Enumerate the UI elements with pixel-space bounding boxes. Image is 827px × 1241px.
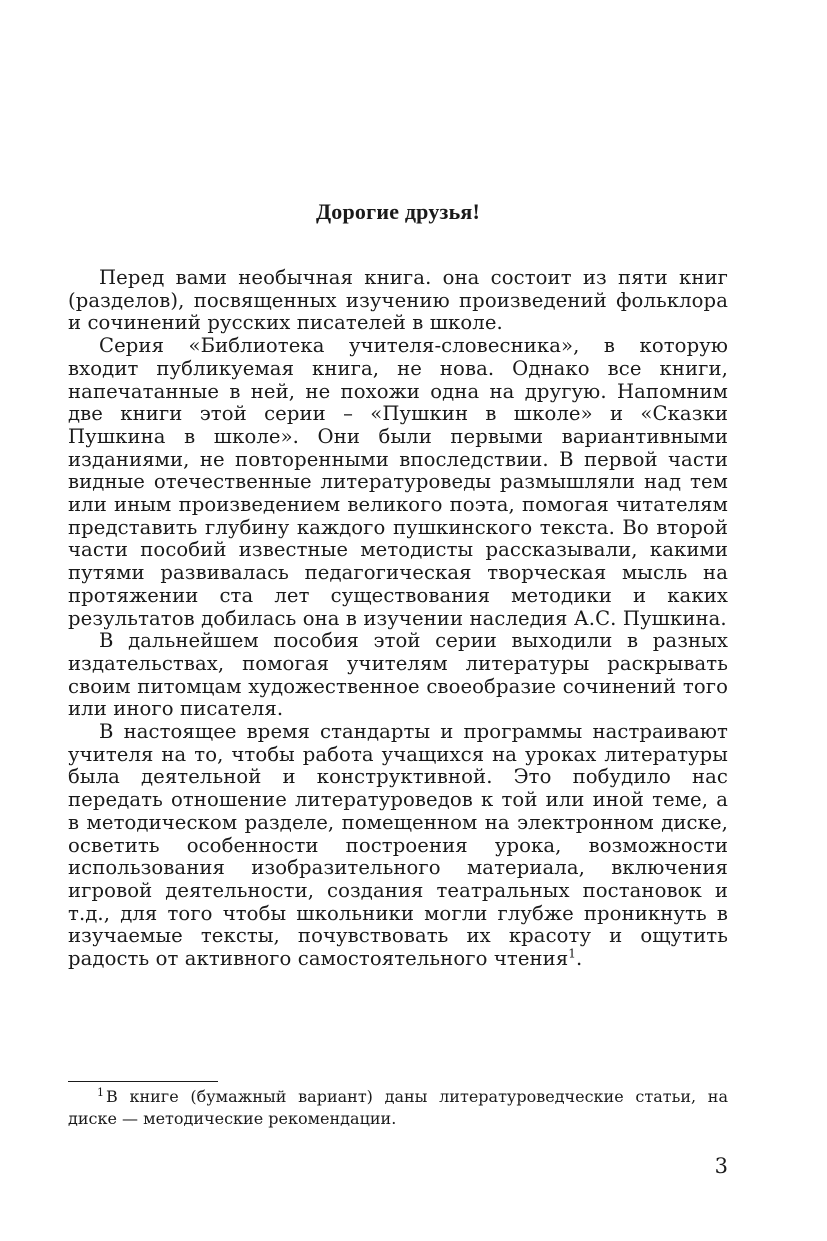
footnote-divider	[68, 1081, 218, 1082]
paragraph-4-text: В настоящее время стандарты и программы настраивают учителя на то, чтобы работа учащихся на уроках литературы была деятельной и конструктивной. Это побудило нас передать отношение литературоведов к той или иной теме, а в методическом разделе, помещенном на электронном диске, осветить особенности построения урока, возможности использования изобразительного материала, включения игровой деятельности, создания театральных постановок и т.д., для того чтобы школьники могли глубже проникнуть в изучаемые тексты, почувствовать их красоту и ощутить радость от активного самостоятельного чтения	[68, 720, 728, 971]
paragraph-4-end: .	[576, 947, 583, 971]
paragraph-1: Перед вами необычная книга. она состоит из пяти книг (разделов), посвященных изучению произведений фольклора и сочинений русских писателей в школе.	[68, 266, 728, 335]
paragraph-3: В дальнейшем пособия этой серии выходили в разных издательствах, помогая учителям литературы раскрывать своим питомцам художественное своеобразие сочинений того или иного писателя.	[68, 629, 728, 721]
paragraph-2: Серия «Библиотека учителя-словесника», в которую входит публикуемая книга, не нова. Однако все книги, напечатанные в ней, не похожи одна на другую. Напомним две книги этой серии – «Пушкин в школе» и «Сказки Пушкина в школе». Они были первыми вариантивными изданиями, не повторенными впоследствии. В первой части видные отечественные литературоведы размышляли над тем или иным произведением великого поэта, помогая читателям представить глубину каждого пушкинского текста. Во второй части пособий известные методисты рассказывали, какими путями развивалась педагогическая творческая мысль на протяжении ста лет существования методики и каких результатов добилась она в изучении наследия А.С. Пушкина.	[68, 334, 728, 630]
page-number: 3	[714, 1154, 728, 1178]
footnote-reference: 1	[568, 946, 577, 961]
footnote	[68, 1086, 728, 1130]
footnote-text: В книге (бумажный вариант) даны литературоведческие статьи, на диске — методические рекомендации.	[68, 1087, 728, 1128]
body-text	[68, 267, 728, 971]
paragraph-4	[68, 721, 728, 971]
footnote-mark: 1	[97, 1085, 104, 1099]
page-title: Дорогие друзья!	[315, 199, 481, 224]
